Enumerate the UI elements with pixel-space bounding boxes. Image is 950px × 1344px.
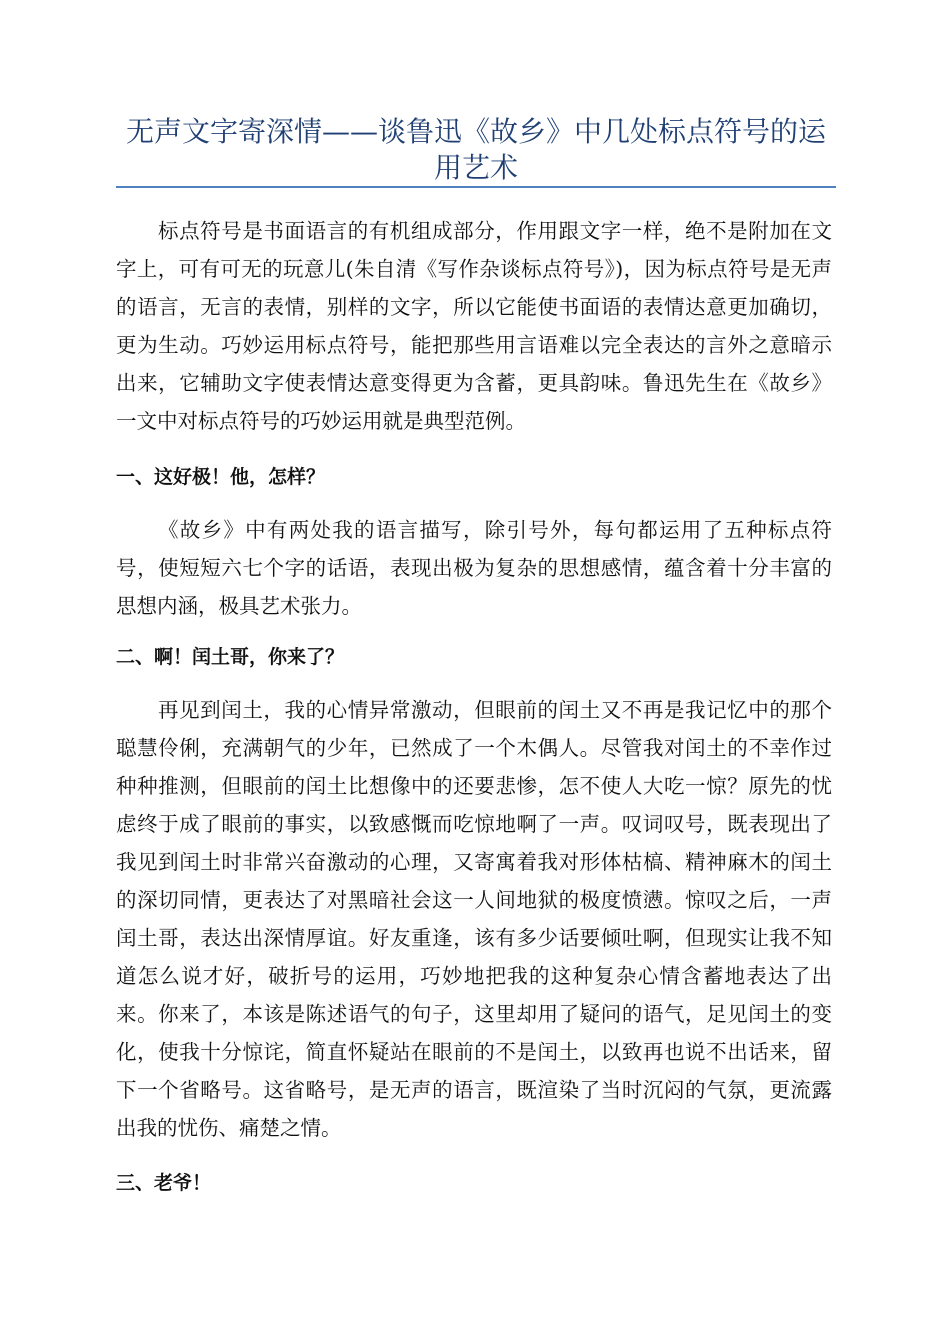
section-heading-1: 一、这好极！他，怎样？ [116, 466, 326, 488]
section-heading-3: 三、老爷！ [116, 1172, 212, 1194]
title-underline [116, 186, 836, 188]
section-body-1: 《故乡》中有两处我的语言描写，除引号外，每句都运用了五种标点符号，使短短六七个字的话语，表现出极为复杂的思想感情，蕴含着十分丰富的思想内涵，极具艺术张力。 [116, 518, 832, 618]
document-title: 无声文字寄深情——谈鲁迅《故乡》中几处标点符号的运用艺术 [125, 115, 826, 184]
intro-paragraph: 标点符号是书面语言的有机组成部分，作用跟文字一样，绝不是附加在文字上，可有可无的玩意儿(朱自清《写作杂谈标点符号》)，因为标点符号是无声的语言，无言的表情，别样的文字，所以它能使书面语的表情达意更加确切，更为生动。巧妙运用标点符号，能把那些用言语难以完全表达的言外之意暗示出来，它辅助文字使表情达意变得更为含蓄，更具韵味。鲁迅先生在《故乡》一文中对标点符号的巧妙运用就是典型范例。 [116, 219, 832, 433]
section-heading-2: 二、啊！闰土哥，你来了？ [116, 646, 345, 668]
section-body-2: 再见到闰土，我的心情异常激动，但眼前的闰土又不再是我记忆中的那个聪慧伶俐，充满朝气的少年，已然成了一个木偶人。尽管我对闰土的不幸作过种种推测，但眼前的闰土比想像中的还要悲惨，怎不使人大吃一惊？原先的忧虑终于成了眼前的事实，以致感慨而吃惊地啊了一声。叹词叹号，既表现出了我见到闰土时非常兴奋激动的心理，又寄寓着我对形体枯槁、精神麻木的闰土的深切同情，更表达了对黑暗社会这一人间地狱的极度愤懑。惊叹之后，一声闰土哥，表达出深情厚谊。好友重逢，该有多少话要倾吐啊，但现实让我不知道怎么说才好，破折号的运用，巧妙地把我的这种复杂心情含蓄地表达了出来。你来了，本该是陈述语气的句子，这里却用了疑问的语气，足见闰土的变化，使我十分惊诧，简直怀疑站在眼前的不是闰土，以致再也说不出话来，留下一个省略号。这省略号，是无声的语言，既渲染了当时沉闷的气氛，更流露出我的忧伤、痛楚之情。 [116, 698, 832, 1140]
